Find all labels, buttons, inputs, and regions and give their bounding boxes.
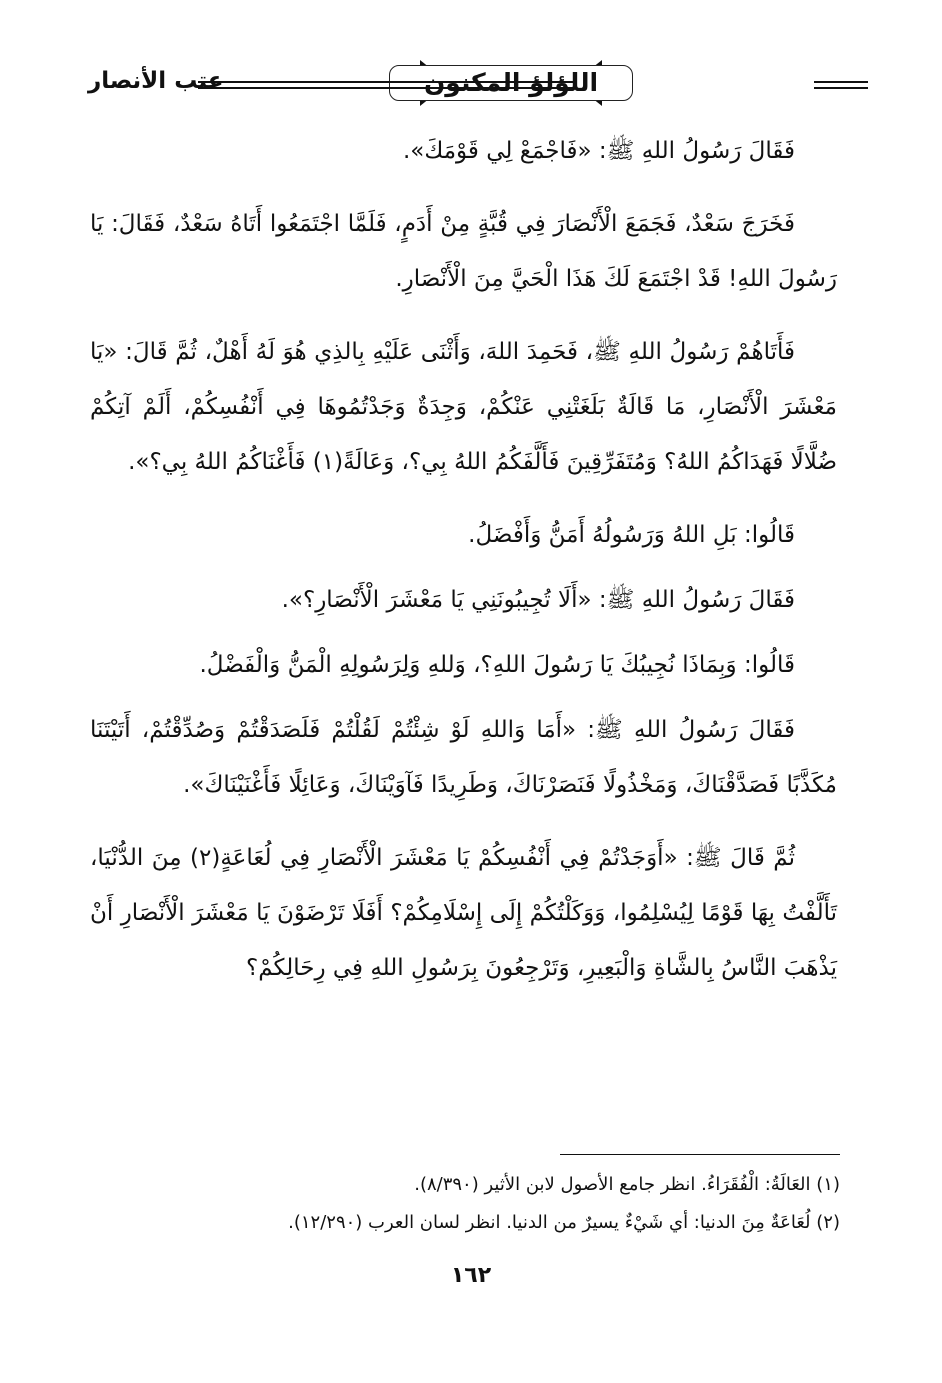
page-header bbox=[88, 54, 868, 114]
footnotes bbox=[180, 1166, 840, 1242]
header-rule-right bbox=[814, 81, 868, 89]
paragraph: قَالُوا: وَبِمَاذَا نُجِيبُكَ يَا رَسُولَ اللهِ؟، وَللهِ وَلِرَسُولِهِ الْمَنُّ وَالْفَضْلُ. bbox=[199, 652, 795, 678]
paragraph: فَأَتَاهُمْ رَسُولُ اللهِ ﷺ، فَحَمِدَ اللهَ، وَأَثْنَى عَلَيْهِ بِالذِي هُوَ لَهُ أَهْلٌ، ثُمَّ قَالَ: «يَا مَعْشَرَ الْأَنْصَارِ، مَا قَالَةٌ بَلَغَتْنِي عَنْكُمْ، وَجِدَةٌ وَجَدْتُمُوهَا فِي أَنْفُسِكُمْ، أَلَمْ آتِكُمْ ضُلَّالًا فَهَدَاكُمُ اللهُ؟ وَمُتَفَرِّقِينَ فَأَلَّفَكُمُ اللهُ بِي؟، وَعَالَةً(١) فَأَغْنَاكُمُ اللهُ بِي؟». bbox=[90, 339, 837, 475]
paragraph: ثُمَّ قَالَ ﷺ: «أَوَجَدْتُمْ فِي أَنْفُسِكُمْ يَا مَعْشَرَ الْأَنْصَارِ فِي لُعَاعَةٍ(٢) مِنَ الدُّنْيَا، تَأَلَّفْتُ بِهَا قَوْمًا لِيُسْلِمُوا، وَوَكَلْتُكُمْ إِلَى إِسْلَامِكُمْ؟ أَفَلَا تَرْضَوْنَ يَا مَعْشَرَ الْأَنْصَارِ أَنْ يَذْهَبَ النَّاسُ بِالشَّاةِ وَالْبَعِيرِ، وَتَرْجِعُونَ بِرَسُولِ اللهِ فِي رِحَالِكُمْ؟ bbox=[90, 845, 837, 981]
footnote: (٢) لُعَاعَةٌ مِنَ الدنيا: أي شَيْءٌ يسيرٌ من الدنيا. انظر لسان العرب (١٢/٢٩٠). bbox=[288, 1212, 840, 1233]
main-text bbox=[90, 124, 837, 1014]
chapter-title: عتب الأنصار bbox=[88, 68, 224, 94]
paragraph: فَقَالَ رَسُولُ اللهِ ﷺ: «فَاجْمَعْ لِي قَوْمَكَ». bbox=[402, 138, 795, 164]
paragraph: فَقَالَ رَسُولُ اللهِ ﷺ: «أَمَا وَاللهِ لَوْ شِئْتُمْ لَقُلْتُمْ فَلَصَدَقْتُمْ وَصُدِّقْتُمْ، أَتَيْتَنَا مُكَذَّبًا فَصَدَّقْنَاكَ، وَمَخْذُولًا فَنَصَرْنَاكَ، وَطَرِيدًا فَآوَيْنَاكَ، وَعَائِلًا فَأَغْنَيْنَاكَ». bbox=[90, 717, 837, 798]
paragraph: قَالُوا: بَلِ اللهُ وَرَسُولُهُ أَمَنُّ وَأَفْضَلُ. bbox=[468, 522, 795, 548]
book-title: اللؤلؤ المكنون bbox=[389, 65, 633, 101]
page-number: ١٦٢ bbox=[450, 1263, 492, 1288]
footnote: (١) العَالَةُ: الْفُقَرَاءُ. انظر جامع الأصول لابن الأثير (٨/٣٩٠). bbox=[414, 1174, 840, 1195]
paragraph: فَقَالَ رَسُولُ اللهِ ﷺ: «أَلَا تُجِيبُونَنِي يَا مَعْشَرَ الْأَنْصَارِ؟». bbox=[281, 587, 795, 613]
paragraph: فَخَرَجَ سَعْدٌ، فَجَمَعَ الْأَنْصَارَ فِي قُبَّةٍ مِنْ أَدَمٍ، فَلَمَّا اجْتَمَعُوا أَتَاهُ سَعْدٌ، فَقَالَ: يَا رَسُولَ اللهِ! قَدْ اجْتَمَعَ لَكَ هَذَا الْحَيَّ مِنَ الْأَنْصَارِ. bbox=[90, 211, 837, 292]
footnote-divider bbox=[560, 1154, 840, 1155]
header-rule-left bbox=[198, 81, 573, 89]
